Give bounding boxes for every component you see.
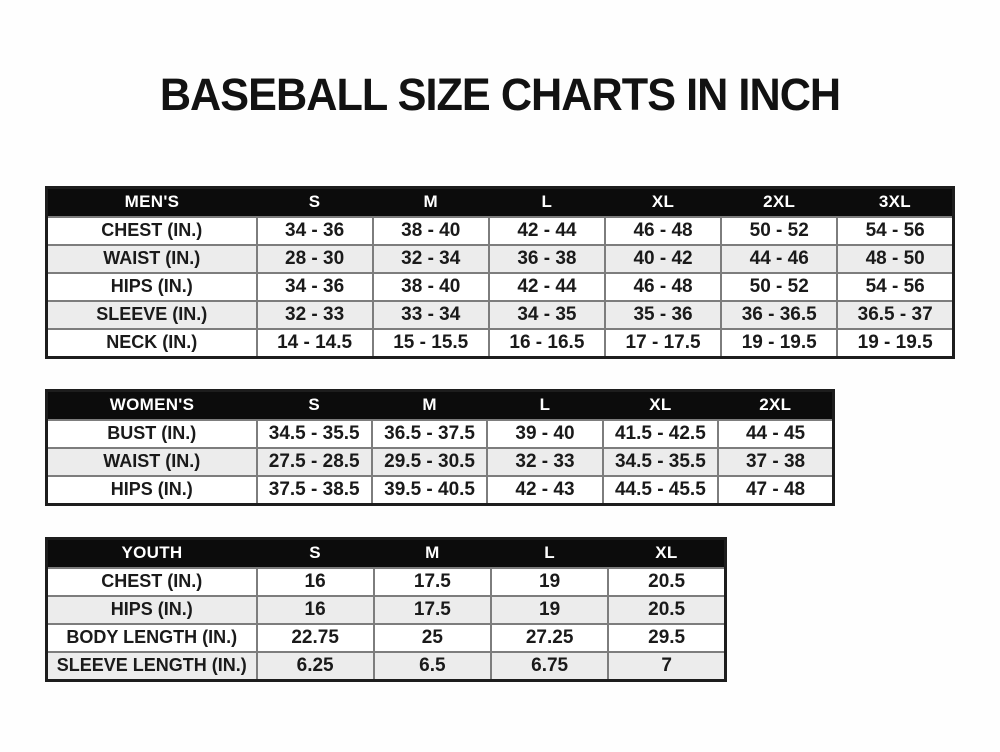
measurement-row — [47, 420, 834, 448]
size-value: 34 - 35 — [489, 301, 605, 329]
size-value: 29.5 - 30.5 — [372, 448, 487, 476]
measurement-label: SLEEVE LENGTH (IN.) — [47, 652, 257, 681]
page-title: BASEBALL SIZE CHARTS IN INCH — [159, 69, 841, 120]
size-value: 17 - 17.5 — [605, 329, 721, 358]
size-value: 19 — [491, 596, 608, 624]
size-header: XL — [605, 187, 721, 217]
measurement-row — [47, 245, 954, 273]
size-value: 20.5 — [608, 568, 725, 596]
size-value: 50 - 52 — [721, 273, 837, 301]
measurement-label: BUST (IN.) — [47, 420, 257, 448]
group-label-header: WOMEN'S — [47, 390, 257, 420]
size-value: 39 - 40 — [487, 420, 602, 448]
size-value: 14 - 14.5 — [257, 329, 373, 358]
size-value: 40 - 42 — [605, 245, 721, 273]
size-header: M — [373, 187, 489, 217]
size-header: S — [257, 187, 373, 217]
group-label-header: YOUTH — [47, 538, 257, 568]
size-value: 34.5 - 35.5 — [257, 420, 372, 448]
measurement-label: NECK (IN.) — [47, 329, 257, 358]
size-value: 20.5 — [608, 596, 725, 624]
measurement-label: HIPS (IN.) — [47, 596, 257, 624]
size-value: 6.5 — [374, 652, 491, 681]
measurement-label: CHEST (IN.) — [47, 217, 257, 245]
header-row — [47, 538, 726, 568]
size-value: 46 - 48 — [605, 217, 721, 245]
header-row — [47, 187, 954, 217]
size-value: 16 - 16.5 — [489, 329, 605, 358]
measurement-row — [47, 273, 954, 301]
size-value: 36 - 38 — [489, 245, 605, 273]
tables-container — [45, 186, 1000, 682]
size-value: 22.75 — [257, 624, 374, 652]
size-header: L — [491, 538, 608, 568]
size-value: 17.5 — [374, 596, 491, 624]
size-value: 7 — [608, 652, 725, 681]
size-value: 19 - 19.5 — [721, 329, 837, 358]
size-value: 25 — [374, 624, 491, 652]
size-value: 42 - 44 — [489, 273, 605, 301]
size-value: 36 - 36.5 — [721, 301, 837, 329]
measurement-row — [47, 217, 954, 245]
size-header: M — [374, 538, 491, 568]
size-value: 38 - 40 — [373, 273, 489, 301]
size-header: S — [257, 390, 372, 420]
size-value: 32 - 33 — [487, 448, 602, 476]
measurement-label: CHEST (IN.) — [47, 568, 257, 596]
measurement-row — [47, 652, 726, 681]
size-header: XL — [603, 390, 718, 420]
size-header: 2XL — [718, 390, 833, 420]
size-value: 19 - 19.5 — [837, 329, 953, 358]
size-value: 44 - 45 — [718, 420, 833, 448]
size-value: 32 - 34 — [373, 245, 489, 273]
size-value: 44.5 - 45.5 — [603, 476, 718, 505]
size-value: 36.5 - 37.5 — [372, 420, 487, 448]
size-value: 28 - 30 — [257, 245, 373, 273]
size-value: 42 - 44 — [489, 217, 605, 245]
size-value: 34.5 - 35.5 — [603, 448, 718, 476]
size-value: 35 - 36 — [605, 301, 721, 329]
measurement-row — [47, 301, 954, 329]
size-value: 50 - 52 — [721, 217, 837, 245]
youth-size-table — [45, 537, 727, 682]
size-value: 44 - 46 — [721, 245, 837, 273]
measurement-label: WAIST (IN.) — [47, 245, 257, 273]
measurement-label: WAIST (IN.) — [47, 448, 257, 476]
size-value: 15 - 15.5 — [373, 329, 489, 358]
size-value: 46 - 48 — [605, 273, 721, 301]
size-value: 6.75 — [491, 652, 608, 681]
size-value: 36.5 - 37 — [837, 301, 953, 329]
measurement-row — [47, 448, 834, 476]
measurement-row — [47, 329, 954, 358]
size-value: 34 - 36 — [257, 217, 373, 245]
size-header: M — [372, 390, 487, 420]
measurement-label: SLEEVE (IN.) — [47, 301, 257, 329]
measurement-label: BODY LENGTH (IN.) — [47, 624, 257, 652]
size-value: 32 - 33 — [257, 301, 373, 329]
size-value: 41.5 - 42.5 — [603, 420, 718, 448]
size-header: S — [257, 538, 374, 568]
womens-size-table — [45, 389, 835, 506]
size-header: 3XL — [837, 187, 953, 217]
size-value: 54 - 56 — [837, 217, 953, 245]
size-value: 42 - 43 — [487, 476, 602, 505]
size-value: 38 - 40 — [373, 217, 489, 245]
size-value: 34 - 36 — [257, 273, 373, 301]
size-value: 19 — [491, 568, 608, 596]
measurement-label: HIPS (IN.) — [47, 273, 257, 301]
size-value: 54 - 56 — [837, 273, 953, 301]
size-value: 37.5 - 38.5 — [257, 476, 372, 505]
measurement-row — [47, 624, 726, 652]
size-value: 17.5 — [374, 568, 491, 596]
group-label-header: MEN'S — [47, 187, 257, 217]
size-value: 39.5 - 40.5 — [372, 476, 487, 505]
mens-size-table — [45, 186, 955, 359]
size-value: 37 - 38 — [718, 448, 833, 476]
size-value: 33 - 34 — [373, 301, 489, 329]
size-header: L — [489, 187, 605, 217]
size-value: 27.25 — [491, 624, 608, 652]
measurement-row — [47, 568, 726, 596]
size-value: 16 — [257, 596, 374, 624]
size-header: L — [487, 390, 602, 420]
size-value: 48 - 50 — [837, 245, 953, 273]
size-value: 27.5 - 28.5 — [257, 448, 372, 476]
size-header: XL — [608, 538, 725, 568]
size-value: 47 - 48 — [718, 476, 833, 505]
measurement-label: HIPS (IN.) — [47, 476, 257, 505]
measurement-row — [47, 476, 834, 505]
size-value: 6.25 — [257, 652, 374, 681]
size-value: 16 — [257, 568, 374, 596]
measurement-row — [47, 596, 726, 624]
header-row — [47, 390, 834, 420]
size-value: 29.5 — [608, 624, 725, 652]
size-header: 2XL — [721, 187, 837, 217]
